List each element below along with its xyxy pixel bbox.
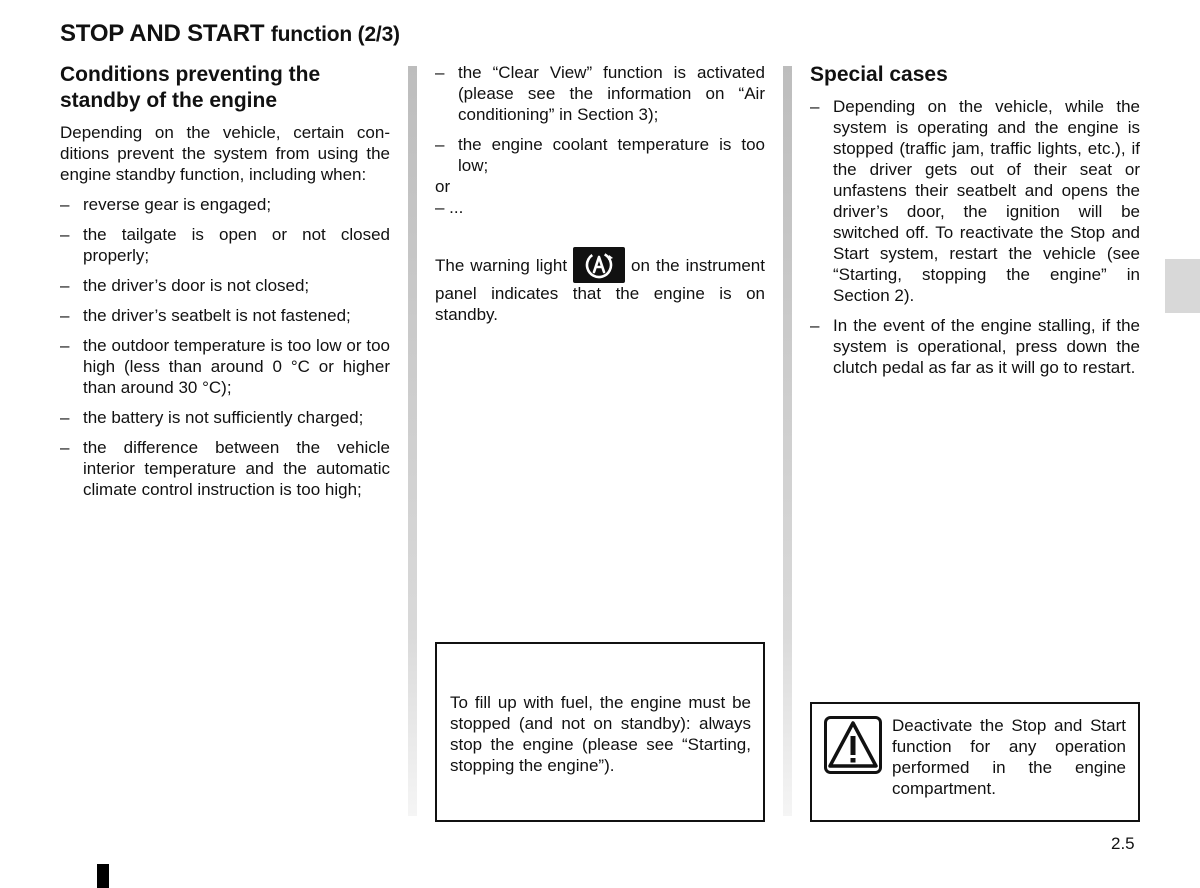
list-item: – the “Clear View” function is activated (please see the information on “Air conditioning” in Section 3);	[435, 62, 765, 125]
list-item: – the tailgate is open or not closed properly;	[60, 224, 390, 266]
left-column-intro: Depending on the vehicle, certain conditions prevent the system from using the engine standby function, including when:	[60, 123, 390, 184]
auto-stop-warning-light-icon	[573, 247, 625, 283]
list-item: – the outdoor temperature is too low or too high (less than around 0 °C or higher than around 30 °C);	[60, 335, 390, 398]
fuel-note-box	[435, 642, 765, 822]
corner-mark	[97, 864, 109, 888]
fuel-note-text: To fill up with fuel, the engine must be stopped (and not on standby): always stop the engine (please see “Starting, stopping the engine”).	[450, 693, 751, 775]
page-number: 2.5	[1111, 834, 1135, 853]
right-column	[810, 62, 1140, 387]
special-cases-heading: Special cases	[810, 63, 948, 86]
page-title	[60, 20, 400, 48]
warning-note-box	[810, 702, 1140, 822]
list-item: – the difference between the vehicle interior temperature and the automatic climate control instruction is too high;	[60, 437, 390, 500]
warning-light-paragraph	[435, 247, 765, 325]
page-title-sub: function (2/3)	[270, 23, 400, 46]
column-divider-left	[408, 66, 417, 816]
caution-triangle-icon	[824, 716, 882, 774]
list-item: – Depending on the vehicle, while the system is operating and the engine is stopped (traffic jam, traffic lights, etc.), if the driver gets out of their seat or unfastens their seatbelt and opens the driver’s door, the ignition will be switched off. To reactivate the Stop and Start system, restart the vehicle (see “Starting, stopping the engine” in Section 2).	[810, 96, 1140, 306]
list-item: – the battery is not sufficiently charged;	[60, 407, 390, 428]
section-tab-marker	[1165, 259, 1200, 313]
left-column	[60, 62, 390, 509]
or-text: or	[435, 177, 451, 196]
column-divider-right	[783, 66, 792, 816]
middle-column	[435, 62, 765, 334]
list-item: – In the event of the engine stalling, if the system is operational, press down the clutch pedal as far as it will go to restart.	[810, 315, 1140, 378]
conditions-list	[60, 194, 390, 500]
list-item: – the driver’s door is not closed;	[60, 275, 390, 296]
list-item: – the engine coolant temperature is too low;	[435, 134, 765, 176]
page-title-main: STOP AND START	[60, 20, 265, 47]
list-item: – reverse gear is engaged;	[60, 194, 390, 215]
special-cases-list	[810, 96, 1140, 378]
list-item: – the driver’s seatbelt is not fastened;	[60, 305, 390, 326]
warning-note-text: Deactivate the Stop and Start function for any operation performed in the engine compartment.	[892, 716, 1126, 798]
left-column-heading: Conditions preventing the standby of the engine	[60, 63, 321, 112]
conditions-list-continued	[435, 62, 765, 176]
warning-light-text-after: on the instrument panel indicates that the engine is on standby.	[435, 256, 765, 324]
ellipsis-item: – ...	[435, 198, 464, 217]
warning-light-text-before: The warning light	[435, 256, 568, 275]
